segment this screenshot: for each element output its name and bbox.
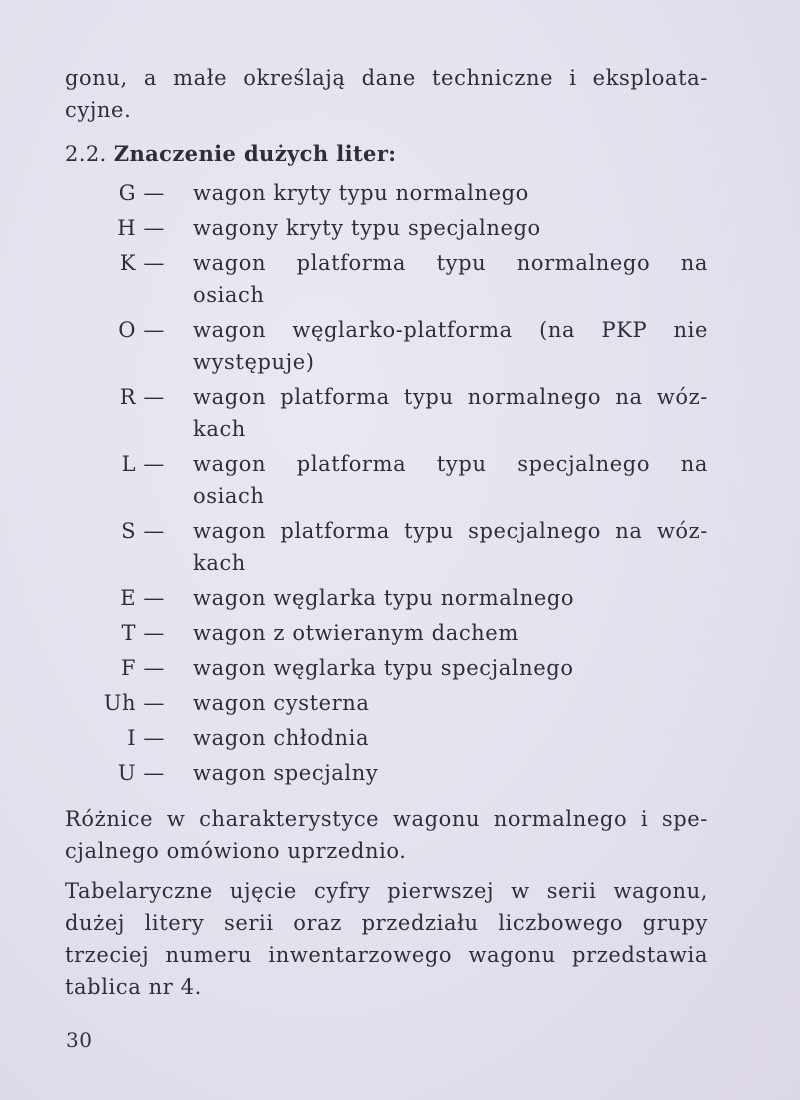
letter-description: [167, 448, 708, 512]
section-heading: [65, 138, 396, 170]
letter-description-line: wagon platforma typu specjalnego na wóz-: [193, 519, 708, 543]
letter-row: [65, 314, 708, 378]
letter-code: Uh —: [103, 691, 165, 715]
letter-description-line: osiach: [193, 283, 265, 307]
letter-code: E —: [120, 586, 165, 610]
paragraph-1-line-2: cjalnego omówiono uprzednio.: [65, 839, 407, 863]
letter-description-line: wagon z otwieranym dachem: [193, 621, 519, 645]
letter-description-line: wagon specjalny: [193, 761, 379, 785]
paragraph-1-line-1: Różnice w charakterystyce wagonu normalnego i spe-: [65, 807, 708, 831]
letter-row: [65, 582, 708, 614]
letter-list: [65, 177, 708, 792]
letter-description-line: osiach: [193, 484, 265, 508]
letter-description-line: wagon węglarko-platforma (na PKP nie: [193, 318, 708, 342]
letter-description-line: wagon chłodnia: [193, 726, 370, 750]
letter-code: L —: [121, 452, 165, 476]
letter-code: O —: [118, 318, 165, 342]
letter-row: [65, 617, 708, 649]
letter-row: [65, 515, 708, 579]
paragraph-2-line-2: dużej litery serii oraz przedziału liczbowego grupy: [65, 911, 708, 935]
letter-row: [65, 722, 708, 754]
paragraph-2-line-4: tablica nr 4.: [65, 975, 202, 999]
letter-code: R —: [119, 385, 165, 409]
letter-description-line: wagon platforma typu normalnego na: [193, 251, 708, 275]
letter-code: S —: [121, 519, 165, 543]
letter-description: [167, 515, 708, 579]
letter-description: [167, 381, 708, 445]
intro-line-1: gonu, a małe określają dane techniczne i eksploata-: [65, 66, 708, 90]
letter-description: [167, 177, 708, 209]
letter-row: [65, 381, 708, 445]
letter-description: [167, 314, 708, 378]
letter-code: U —: [117, 761, 165, 785]
letter-description-line: kach: [193, 551, 246, 575]
letter-code: K —: [119, 251, 165, 275]
letter-description: [167, 617, 708, 649]
letter-code: T —: [121, 621, 165, 645]
letter-description: [167, 247, 708, 311]
letter-code: I —: [127, 726, 165, 750]
paragraph-differences: [65, 803, 708, 867]
letter-description-line: wagon platforma typu specjalnego na: [193, 452, 708, 476]
letter-code: G —: [118, 181, 165, 205]
letter-row: [65, 177, 708, 209]
letter-code: F —: [120, 656, 165, 680]
section-title: Znaczenie dużych liter:: [113, 141, 397, 166]
letter-description: [167, 582, 708, 614]
letter-row: [65, 652, 708, 684]
letter-row: [65, 247, 708, 311]
page-number: 30: [66, 1028, 93, 1052]
letter-description: [167, 722, 708, 754]
letter-row: [65, 687, 708, 719]
paragraph-table-reference: [65, 875, 708, 1003]
letter-description-line: wagon kryty typu normalnego: [193, 181, 529, 205]
letter-description-line: wagon węglarka typu normalnego: [193, 586, 575, 610]
letter-description-line: wagon cysterna: [193, 691, 370, 715]
letter-row: [65, 212, 708, 244]
letter-description: [167, 652, 708, 684]
letter-description-line: wagon węglarka typu specjalnego: [193, 656, 574, 680]
letter-description-line: występuje): [193, 350, 315, 374]
paragraph-2-line-1: Tabelaryczne ujęcie cyfry pierwszej w serii wagonu,: [65, 879, 708, 903]
letter-row: [65, 757, 708, 789]
intro-paragraph: [65, 62, 708, 126]
letter-description-line: kach: [193, 417, 246, 441]
paragraph-2-line-3: trzeciej numeru inwentarzowego wagonu przedstawia: [65, 943, 708, 967]
letter-code: H —: [117, 216, 165, 240]
letter-description: [167, 687, 708, 719]
intro-line-2: cyjne.: [65, 98, 132, 122]
letter-description: [167, 212, 708, 244]
section-number: 2.2.: [65, 142, 107, 166]
letter-description: [167, 757, 708, 789]
letter-description-line: wagony kryty typu specjalnego: [193, 216, 541, 240]
letter-row: [65, 448, 708, 512]
letter-description-line: wagon platforma typu normalnego na wóz-: [193, 385, 708, 409]
